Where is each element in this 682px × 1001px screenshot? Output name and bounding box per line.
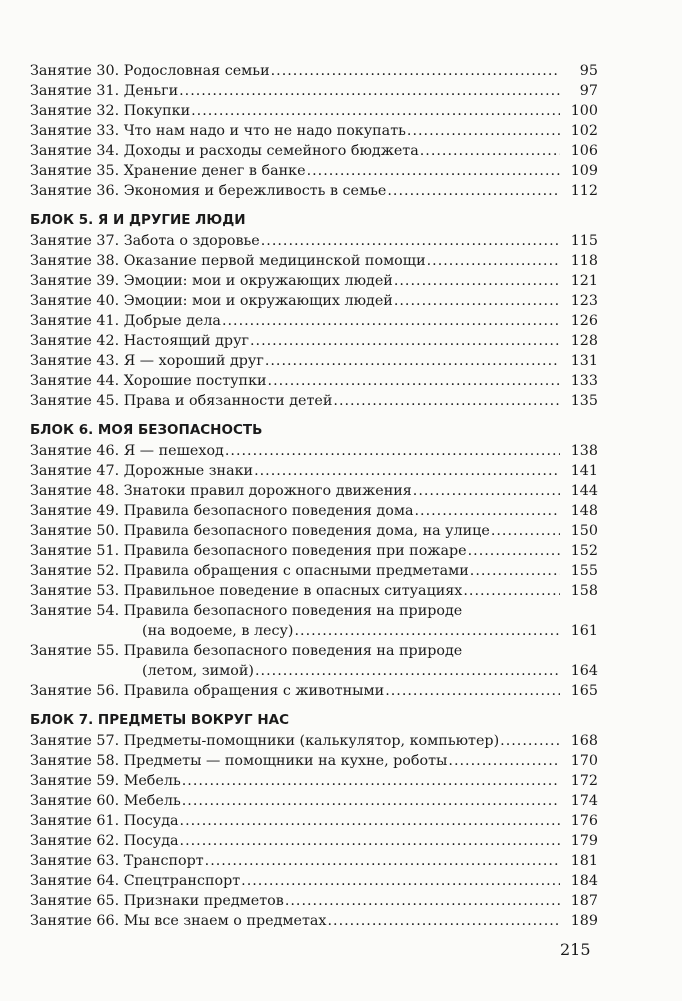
toc-entry <box>30 461 598 481</box>
dot-leader <box>222 311 560 331</box>
dot-leader <box>414 501 560 521</box>
dot-leader <box>394 291 560 311</box>
entry-title: Занятие 58. Предметы — помощники на кухне, роботы <box>30 753 448 769</box>
entry-title: Занятие 64. Спецтранспорт <box>30 873 241 889</box>
entry-title: Занятие 32. Покупки <box>30 103 191 119</box>
entry-page-number: 109 <box>570 163 598 179</box>
dot-leader <box>407 121 560 141</box>
toc-entry-continuation <box>30 621 598 641</box>
toc-entry <box>30 791 598 811</box>
dot-leader <box>182 771 560 791</box>
entry-title: Занятие 53. Правильное поведение в опасных ситуациях <box>30 583 463 599</box>
toc-entry <box>30 351 598 371</box>
entry-page-number: 168 <box>570 733 598 749</box>
toc-entry <box>30 231 598 251</box>
toc-entry <box>30 371 598 391</box>
toc-entry-continuation <box>30 661 598 681</box>
toc-entry <box>30 541 598 561</box>
toc-entry <box>30 501 598 521</box>
toc-entry <box>30 481 598 501</box>
entry-title: Занятие 47. Дорожные знаки <box>30 463 254 479</box>
dot-leader <box>387 181 560 201</box>
dot-leader <box>470 561 560 581</box>
entry-title: Занятие 38. Оказание первой медицинской помощи <box>30 253 426 269</box>
entry-title: Занятие 35. Хранение денег в банке <box>30 163 306 179</box>
dot-leader <box>205 851 560 871</box>
entry-page-number: 155 <box>570 563 598 579</box>
entry-page-number: 133 <box>570 373 598 389</box>
dot-leader <box>468 541 560 561</box>
entry-title: Занятие 59. Мебель <box>30 773 181 789</box>
dot-leader <box>261 231 560 251</box>
toc-block <box>30 61 598 201</box>
dot-leader <box>420 141 560 161</box>
entry-page-number: 161 <box>570 623 598 639</box>
entry-title: Занятие 61. Посуда <box>30 813 179 829</box>
toc-entry <box>30 871 598 891</box>
toc-entry <box>30 851 598 871</box>
toc-entry <box>30 811 598 831</box>
dot-leader <box>385 681 560 701</box>
entry-page-number: 172 <box>570 773 598 789</box>
entry-page-number: 141 <box>570 463 598 479</box>
entry-title: Занятие 37. Забота о здоровье <box>30 233 260 249</box>
toc-entry <box>30 561 598 581</box>
dot-leader <box>327 911 560 931</box>
dot-leader <box>491 521 560 541</box>
entry-page-number: 126 <box>570 313 598 329</box>
toc-block <box>30 419 598 701</box>
dot-leader <box>265 351 560 371</box>
entry-title: Занятие 52. Правила обращения с опасными предметами <box>30 563 469 579</box>
dot-leader <box>500 731 560 751</box>
dot-leader <box>179 81 560 101</box>
entry-title: Занятие 63. Транспорт <box>30 853 204 869</box>
dot-leader <box>180 811 560 831</box>
toc-entry <box>30 521 598 541</box>
dot-leader <box>427 251 560 271</box>
toc-entry <box>30 441 598 461</box>
entry-page-number: 152 <box>570 543 598 559</box>
entry-title: Занятие 44. Хорошие поступки <box>30 373 267 389</box>
entry-title: Занятие 48. Знатоки правил дорожного движения <box>30 483 412 499</box>
entry-page-number: 118 <box>570 253 598 269</box>
block-heading: БЛОК 6. МОЯ БЕЗОПАСНОСТЬ <box>30 422 263 438</box>
toc-entry <box>30 911 598 931</box>
entry-page-number: 165 <box>570 683 598 699</box>
entry-page-number: 121 <box>570 273 598 289</box>
entry-page-number: 164 <box>570 663 598 679</box>
entry-title: Занятие 50. Правила безопасного поведения дома, на улице <box>30 523 490 539</box>
entry-page-number: 144 <box>570 483 598 499</box>
toc-entry <box>30 181 598 201</box>
toc-entry <box>30 771 598 791</box>
dot-leader <box>225 441 560 461</box>
entry-title: Занятие 30. Родословная семьи <box>30 63 270 79</box>
entry-title: Занятие 34. Доходы и расходы семейного бюджета <box>30 143 419 159</box>
entry-page-number: 189 <box>570 913 598 929</box>
toc-block <box>30 209 598 411</box>
dot-leader <box>413 481 560 501</box>
toc-entry <box>30 141 598 161</box>
toc-entry <box>30 831 598 851</box>
entry-page-number: 102 <box>570 123 598 139</box>
toc-entry <box>30 891 598 911</box>
dot-leader <box>333 391 560 411</box>
dot-leader <box>182 791 560 811</box>
toc-entry <box>30 311 598 331</box>
entry-title: Занятие 56. Правила обращения с животными <box>30 683 385 699</box>
entry-page-number: 176 <box>570 813 598 829</box>
entry-page-number: 158 <box>570 583 598 599</box>
entry-title: Занятие 66. Мы все знаем о предметах <box>30 913 327 929</box>
toc-entry <box>30 81 598 101</box>
entry-page-number: 97 <box>579 83 598 99</box>
toc-entry <box>30 121 598 141</box>
entry-page-number: 95 <box>579 63 598 79</box>
toc-entry <box>30 271 598 291</box>
entry-title: Занятие 39. Эмоции: мои и окружающих людей <box>30 273 393 289</box>
block-heading: БЛОК 5. Я И ДРУГИЕ ЛЮДИ <box>30 212 246 228</box>
dot-leader <box>394 271 560 291</box>
entry-page-number: 181 <box>570 853 598 869</box>
toc-entry <box>30 731 598 751</box>
entry-title: Занятие 54. Правила безопасного поведения на природе <box>30 603 463 619</box>
dot-leader <box>191 101 560 121</box>
entry-page-number: 106 <box>570 143 598 159</box>
dot-leader <box>295 621 560 641</box>
entry-page-number: 174 <box>570 793 598 809</box>
dot-leader <box>285 891 560 911</box>
entry-title: Занятие 45. Права и обязанности детей <box>30 393 333 409</box>
entry-page-number: 170 <box>570 753 598 769</box>
dot-leader <box>254 461 560 481</box>
entry-title: Занятие 31. Деньги <box>30 83 179 99</box>
toc-entry <box>30 251 598 271</box>
table-of-contents <box>30 61 598 939</box>
dot-leader <box>268 371 560 391</box>
entry-title: Занятие 43. Я — хороший друг <box>30 353 264 369</box>
toc-entry <box>30 601 598 621</box>
entry-page-number: 135 <box>570 393 598 409</box>
entry-title: Занятие 40. Эмоции: мои и окружающих людей <box>30 293 393 309</box>
toc-entry <box>30 161 598 181</box>
dot-leader <box>250 331 560 351</box>
entry-title: Занятие 55. Правила безопасного поведения на природе <box>30 643 463 659</box>
entry-page-number: 112 <box>570 183 598 199</box>
entry-title: Занятие 42. Настоящий друг <box>30 333 249 349</box>
entry-page-number: 128 <box>570 333 598 349</box>
toc-block <box>30 709 598 931</box>
entry-page-number: 187 <box>570 893 598 909</box>
entry-page-number: 138 <box>570 443 598 459</box>
entry-title: Занятие 60. Мебель <box>30 793 181 809</box>
dot-leader <box>241 871 560 891</box>
entry-page-number: 131 <box>570 353 598 369</box>
dot-leader <box>448 751 560 771</box>
entry-page-number: 184 <box>570 873 598 889</box>
entry-title: Занятие 46. Я — пешеход <box>30 443 224 459</box>
toc-entry <box>30 391 598 411</box>
dot-leader <box>255 661 560 681</box>
block-heading: БЛОК 7. ПРЕДМЕТЫ ВОКРУГ НАС <box>30 712 289 728</box>
toc-entry <box>30 291 598 311</box>
entry-page-number: 115 <box>570 233 598 249</box>
dot-leader <box>271 61 560 81</box>
entry-page-number: 150 <box>570 523 598 539</box>
entry-title: Занятие 49. Правила безопасного поведения дома <box>30 503 414 519</box>
toc-entry <box>30 681 598 701</box>
toc-entry <box>30 61 598 81</box>
toc-entry <box>30 641 598 661</box>
entry-title: Занятие 57. Предметы-помощники (калькулятор, компьютер) <box>30 733 500 749</box>
entry-title: Занятие 51. Правила безопасного поведения при пожаре <box>30 543 467 559</box>
entry-title: Занятие 65. Признаки предметов <box>30 893 284 909</box>
dot-leader <box>307 161 560 181</box>
entry-page-number: 179 <box>570 833 598 849</box>
entry-title-continuation: (летом, зимой) <box>142 663 255 679</box>
entry-title: Занятие 33. Что нам надо и что не надо покупать <box>30 123 406 139</box>
toc-entry <box>30 751 598 771</box>
entry-title-continuation: (на водоеме, в лесу) <box>142 623 294 639</box>
entry-page-number: 148 <box>570 503 598 519</box>
toc-entry <box>30 331 598 351</box>
entry-page-number: 123 <box>570 293 598 309</box>
entry-title: Занятие 62. Посуда <box>30 833 179 849</box>
page-number: 215 <box>560 940 591 959</box>
toc-entry <box>30 101 598 121</box>
dot-leader <box>180 831 560 851</box>
entry-title: Занятие 41. Добрые дела <box>30 313 221 329</box>
dot-leader <box>463 581 560 601</box>
toc-entry <box>30 581 598 601</box>
entry-page-number: 100 <box>570 103 598 119</box>
entry-title: Занятие 36. Экономия и бережливость в семье <box>30 183 387 199</box>
